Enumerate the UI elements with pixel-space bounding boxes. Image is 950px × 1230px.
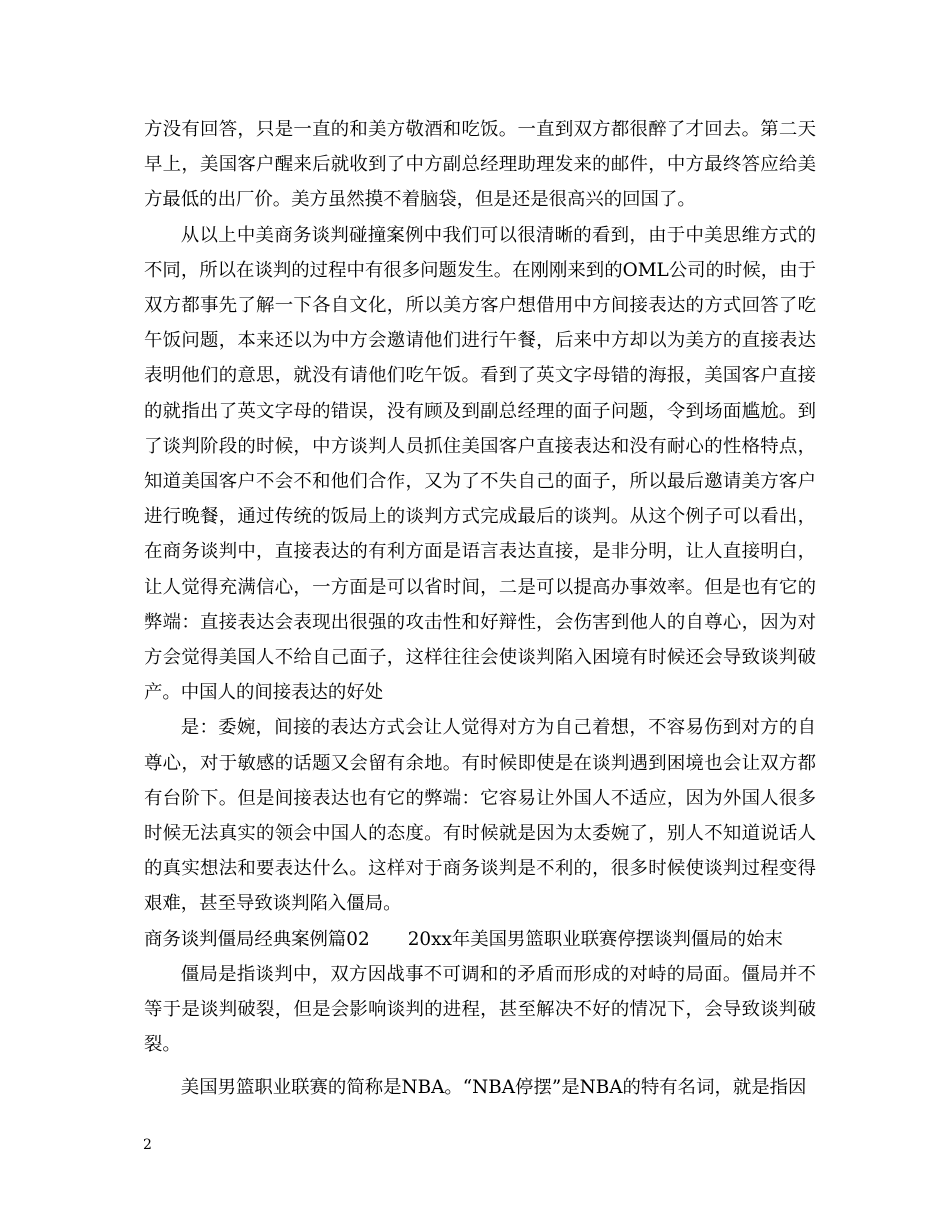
paragraph-spacer (144, 1062, 816, 1070)
section-heading-title: 商务谈判僵局经典案例篇02 (144, 928, 370, 950)
paragraph-4: 僵局是指谈判中，双方因战事不可调和的矛盾而形成的对峙的局面。僵局并不等于是谈判破裂，但是会影响谈判的进程，甚至解决不好的情况下，会导致谈判破裂。 (144, 963, 816, 1056)
document-body (144, 112, 816, 1106)
page-number: 2 (143, 1137, 152, 1153)
paragraph-3: 是：委婉，间接的表达方式会让人觉得对方为自己着想，不容易伤到对方的自尊心，对于敏感的话题又会留有余地。有时候即使是在谈判遇到困境也会让双方都有台阶下。但是间接表达也有它的弊端：它容易让外国人不适应，因为外国人很多时候无法真实的领会中国人的态度。有时候就是因为太委婉了，别人不知道说话人的真实想法和要表达什么。这样对于商务谈判是不利的，很多时候使谈判过程变得艰难，甚至导致谈判陷入僵局。 (144, 717, 816, 915)
paragraph-5: 美国男篮职业联赛的简称是NBA。“NBA停摆”是NBA的特有名词，就是指因 (180, 1077, 807, 1099)
paragraph-1: 方没有回答，只是一直的和美方敬酒和吃饭。一直到双方都很醉了才回去。第二天早上，美国客户醒来后就收到了中方副总经理助理发来的邮件，中方最终答应给美方最低的出厂价。美方虽然摸不着脑袋，但是还是很高兴的回国了。 (144, 119, 816, 211)
section-heading (144, 922, 816, 957)
section-heading-subtitle: 20xx年美国男篮职业联赛停摆谈判僵局的始末 (407, 928, 783, 950)
paragraph-2: 从以上中美商务谈判碰撞案例中我们可以很清晰的看到，由于中美思维方式的不同，所以在谈判的过程中有很多问题发生。在刚刚来到的OML公司的时候，由于双方都事先了解一下各自文化，所以美方客户想借用中方间接表达的方式回答了吃午饭问题，本来还以为中方会邀请他们进行午餐，后来中方却以为美方的直接表达表明他们的意思，就没有请他们吃午饭。看到了英文字母错的海报，美国客户直接的就指出了英文字母的错误，没有顾及到副总经理的面子问题，令到场面尴尬。到了谈判阶段的时候，中方谈判人员抓住美国客户直接表达和没有耐心的性格特点，知道美国客户不会不和他们合作，又为了不失自己的面子，所以最后邀请美方客户进行晚餐，通过传统的饭局上的谈判方式完成最后的谈判。从这个例子可以看出，在商务谈判中，直接表达的有利方面是语言表达直接，是非分明，让人直接明白，让人觉得充满信心，一方面是可以省时间，二是可以提高办事效率。但是也有它的弊端：直接表达会表现出很强的攻击性和好辩性，会伤害到他人的自尊心，因为对方会觉得美国人不给自己面子，这样往往会使谈判陷入困境有时候还会导致谈判破产。中国人的间接表达的好处 (144, 224, 816, 704)
